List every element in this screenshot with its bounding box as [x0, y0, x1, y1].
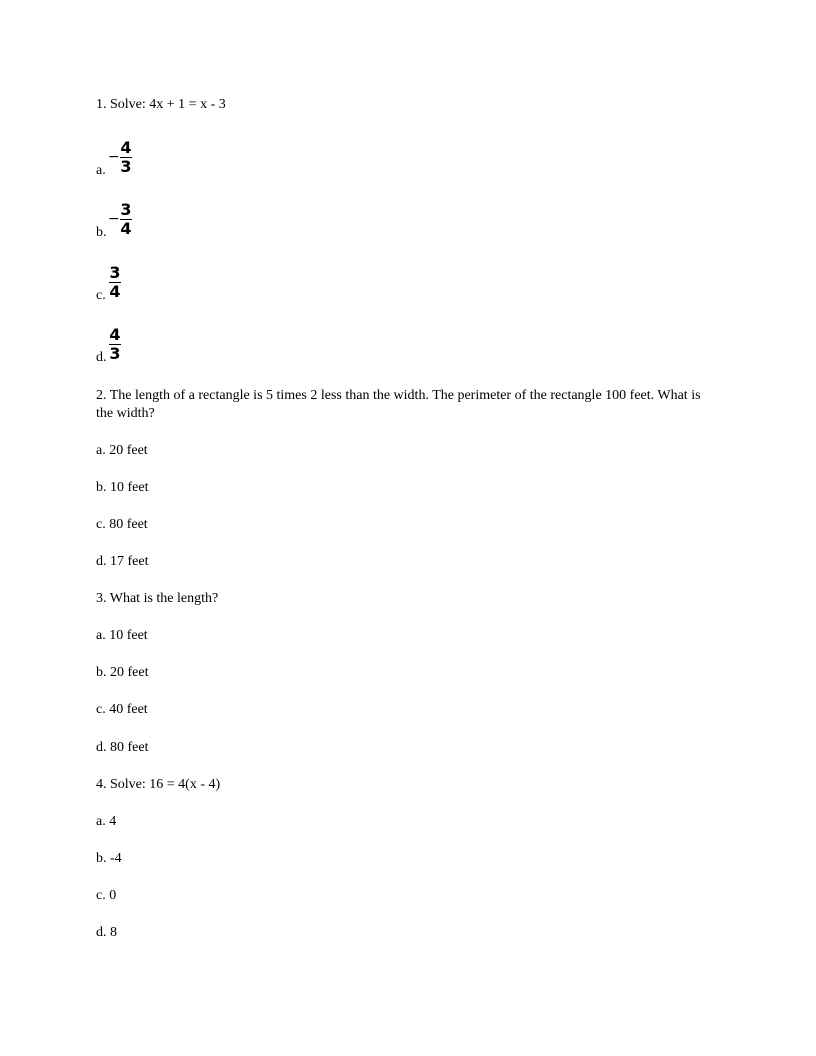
q4-option-a: a. 4: [96, 814, 117, 829]
q3-option-b: b. 20 feet: [96, 665, 149, 680]
question-1-text: 1. Solve: 4x + 1 = x - 3: [96, 97, 226, 112]
q3-option-a: a. 10 feet: [96, 628, 148, 643]
minus-sign: −: [108, 149, 120, 165]
option-letter: a.: [96, 163, 106, 178]
question-2-text: 2. The length of a rectangle is 5 times 2 less than the width. The perimeter of the rectangle 100 feet. What is the width?: [96, 388, 701, 421]
fraction-denominator: 4: [109, 282, 121, 301]
fraction-numerator: 3: [109, 263, 121, 282]
fraction: [119, 201, 133, 238]
question-4-text: 4. Solve: 16 = 4(x - 4): [96, 777, 221, 792]
q2-option-c: c. 80 feet: [96, 517, 148, 532]
fraction-numerator: 3: [120, 200, 132, 219]
option-letter: b.: [96, 225, 107, 240]
fraction-denominator: 3: [109, 344, 121, 363]
q3-option-c: c. 40 feet: [96, 702, 148, 717]
fraction: [119, 139, 133, 176]
q3-option-d: d. 80 feet: [96, 740, 149, 755]
q2-option-b: b. 10 feet: [96, 480, 149, 495]
fraction: [108, 326, 122, 363]
fraction-denominator: 3: [120, 157, 132, 176]
q4-option-c: c. 0: [96, 888, 117, 903]
option-letter: c.: [96, 288, 106, 303]
minus-sign: −: [108, 211, 120, 227]
q4-option-d: d. 8: [96, 925, 117, 940]
fraction-numerator: 4: [109, 325, 121, 344]
fraction-numerator: 4: [120, 138, 132, 157]
q2-option-d: d. 17 feet: [96, 554, 149, 569]
q4-option-b: b. -4: [96, 851, 122, 866]
option-letter: d.: [96, 350, 107, 365]
fraction-denominator: 4: [120, 219, 132, 238]
q2-option-a: a. 20 feet: [96, 443, 148, 458]
question-3-text: 3. What is the length?: [96, 591, 219, 606]
fraction: [108, 264, 122, 301]
